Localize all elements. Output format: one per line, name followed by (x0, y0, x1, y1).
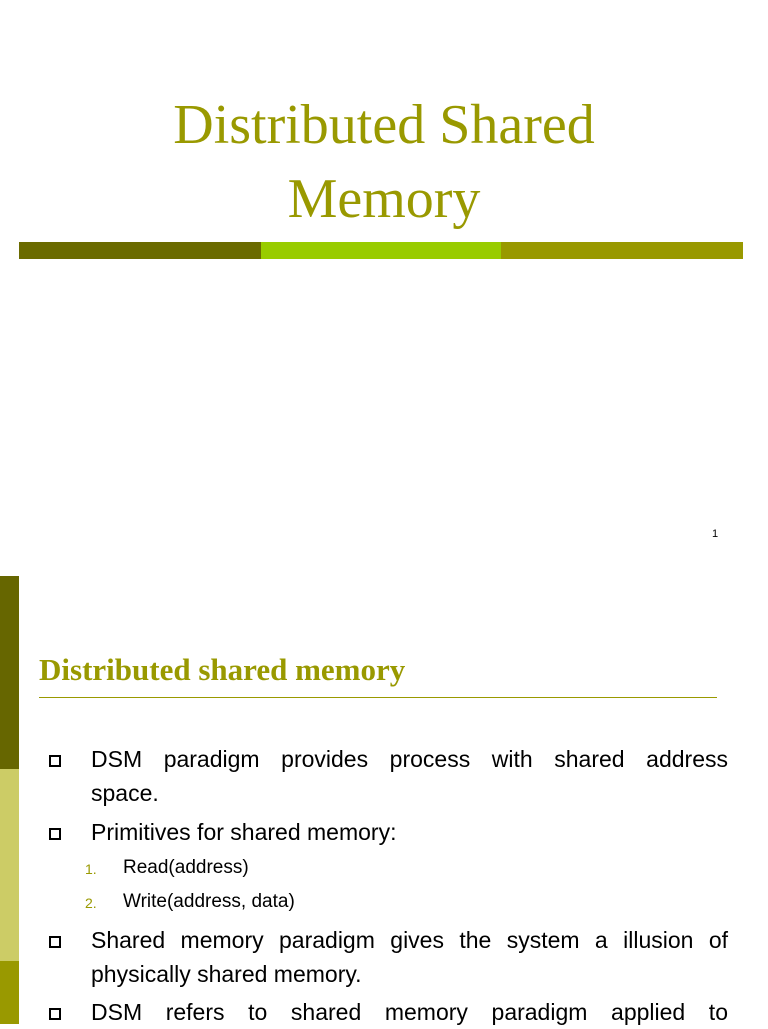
hollow-square-bullet-icon (49, 755, 61, 767)
bullet-list (0, 576, 768, 1024)
decorative-bar-lime (261, 242, 501, 259)
bullet-3-line1: Shared memory paradigm gives the system a illusion of (91, 927, 728, 953)
slide-title (0, 88, 768, 236)
sub-item-1-text: Read(address) (123, 857, 249, 878)
slide-heading: Distributed shared memory (39, 652, 406, 687)
content-slide (0, 576, 768, 1024)
sub-item-2-text: Write(address, data) (123, 891, 295, 912)
slide-title-line2: Memory (287, 168, 481, 230)
slide-title-line1: Distributed Shared (173, 94, 595, 156)
decorative-bar-olive (501, 242, 743, 259)
slide-number: 1 (712, 528, 719, 540)
hollow-square-bullet-icon (49, 936, 61, 948)
sub-item-2-number: 2. (85, 895, 97, 911)
sub-item-1-number: 1. (85, 861, 97, 877)
bullet-3-line2: physically shared memory. (91, 961, 362, 987)
bullet-4-line1: DSM refers to shared memory paradigm applied to (91, 999, 728, 1025)
bullet-1-line1: DSM paradigm provides process with shared address (91, 746, 728, 772)
decorative-bar-dark (19, 242, 261, 259)
hollow-square-bullet-icon (49, 828, 61, 840)
bullet-1-line2: space. (91, 780, 159, 806)
hollow-square-bullet-icon (49, 1008, 61, 1020)
bullet-2-line1: Primitives for shared memory: (91, 819, 397, 845)
